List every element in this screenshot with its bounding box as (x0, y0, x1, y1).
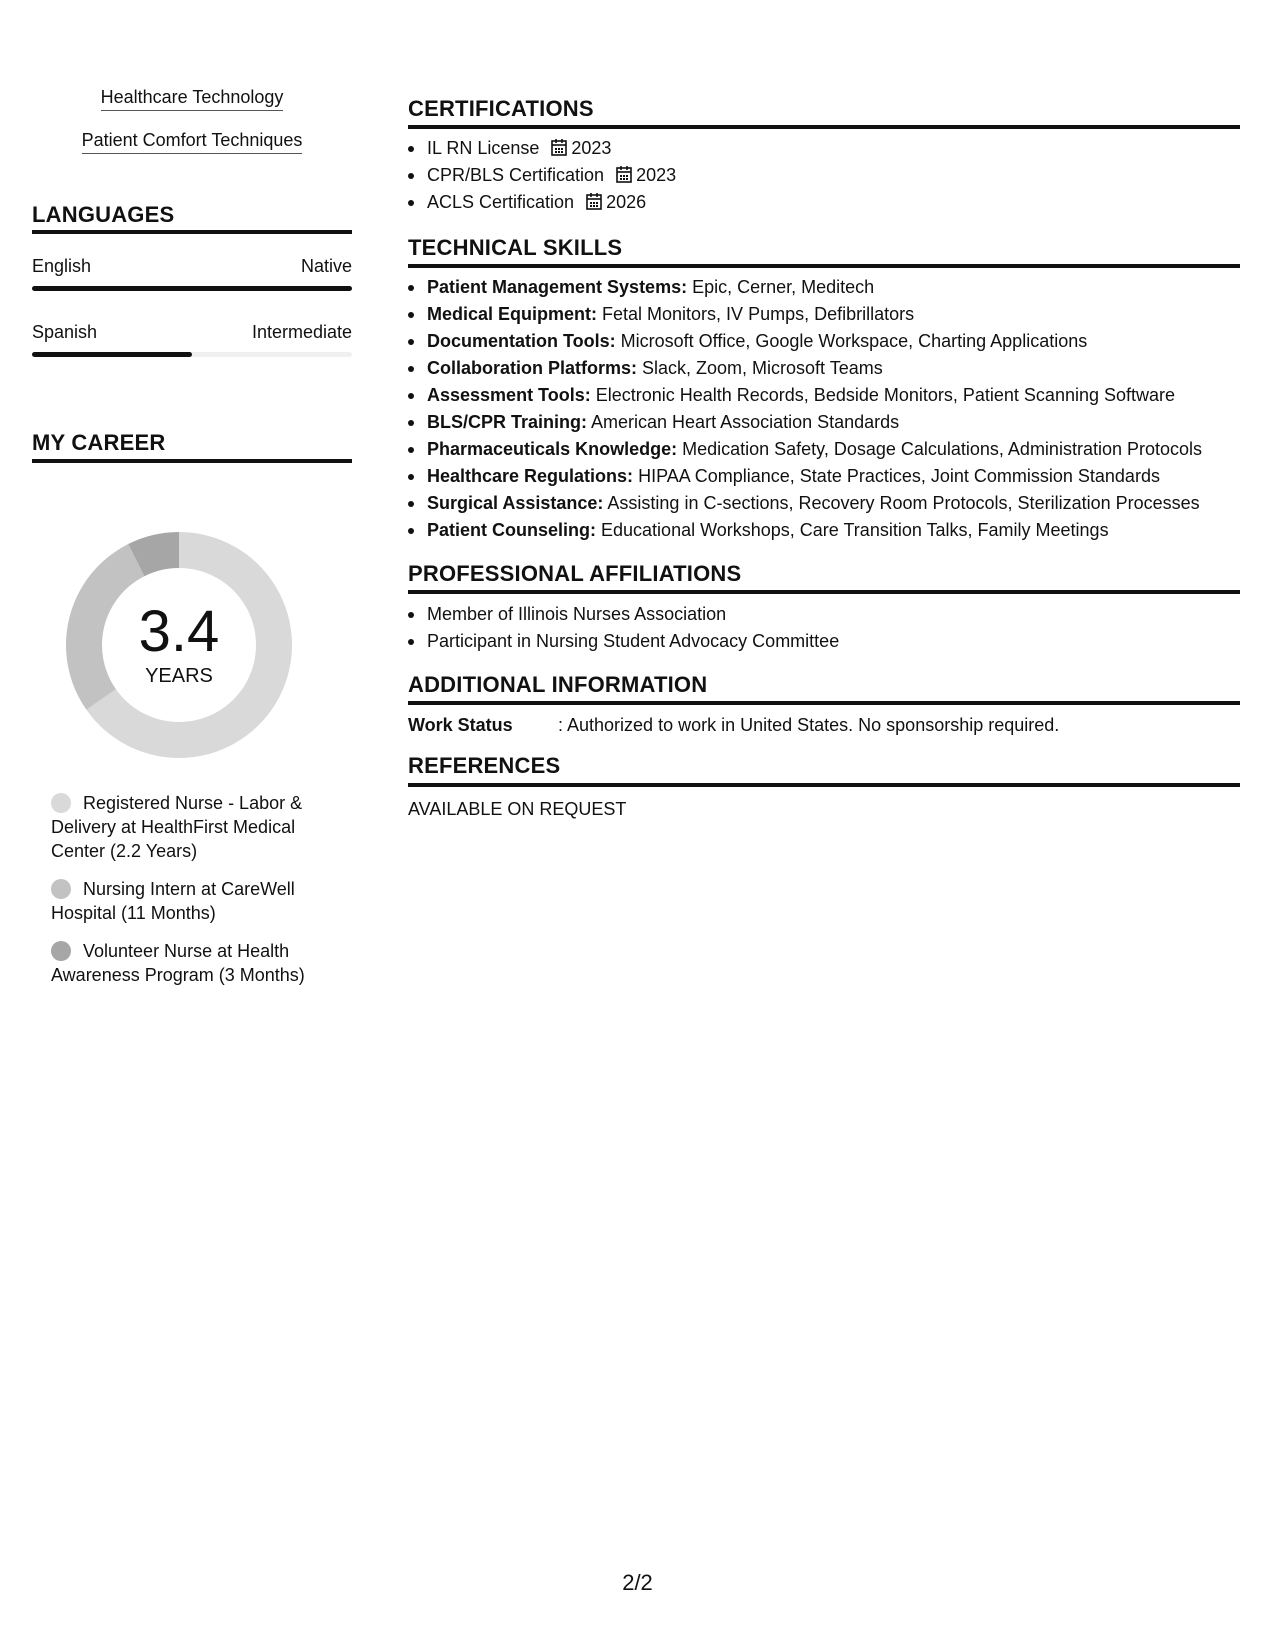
language-bar (32, 352, 352, 357)
language-bar-fill (32, 352, 192, 357)
skill-item (408, 355, 1240, 382)
skill-item (408, 409, 1240, 436)
certification-item (408, 189, 1240, 216)
section-divider (408, 783, 1240, 787)
language-level: Intermediate (251, 322, 352, 342)
language-name: English (32, 256, 92, 276)
skill-values: Medication Safety, Dosage Calculations, Administration Protocols (677, 439, 1203, 459)
skill-category: Assessment Tools: (427, 385, 591, 405)
skill-item (408, 436, 1240, 463)
career-legend-item (51, 939, 351, 987)
affiliation-item: Participant in Nursing Student Advocacy Committee (408, 628, 1240, 655)
skill-category: Patient Management Systems: (427, 277, 688, 297)
certification-name: ACLS Certification (427, 192, 575, 212)
skill-tag (32, 129, 352, 154)
career-title: MY CAREER (32, 430, 166, 455)
work-status-label: Work Status (408, 715, 513, 735)
language-row (32, 321, 352, 343)
skill-category: Patient Counseling: (427, 520, 597, 540)
skill-category: Pharmaceuticals Knowledge: (427, 439, 678, 459)
career-total-years: 3.4 (138, 599, 220, 664)
career-legend-item (51, 791, 351, 863)
skill-tag-label: Patient Comfort Techniques (82, 129, 303, 154)
career-total-unit: YEARS (145, 665, 213, 687)
affiliations-title: PROFESSIONAL AFFILIATIONS (408, 561, 742, 586)
legend-dot (51, 793, 71, 813)
affiliations-list (408, 601, 1240, 655)
legend-dot (51, 879, 71, 899)
skill-item (408, 490, 1240, 517)
skill-item (408, 463, 1240, 490)
skill-values: Assisting in C-sections, Recovery Room Protocols, Sterilization Processes (603, 493, 1200, 513)
section-divider (32, 459, 352, 463)
language-name: Spanish (32, 322, 98, 342)
skill-category: BLS/CPR Training: (427, 412, 588, 432)
technical-skills-list (408, 274, 1240, 544)
page-number: 2/2 (622, 1570, 653, 1595)
certifications-list (408, 135, 1240, 216)
skill-tag (32, 86, 352, 111)
skill-values: American Heart Association Standards (587, 412, 900, 432)
certification-name: IL RN License (427, 138, 540, 158)
technical-skills-title: TECHNICAL SKILLS (408, 235, 623, 260)
skill-values: Fetal Monitors, IV Pumps, Defibrillators (597, 304, 915, 324)
skill-item (408, 274, 1240, 301)
calendar-icon (551, 138, 567, 156)
calendar-icon (616, 165, 632, 183)
language-bar-fill (32, 286, 352, 291)
legend-dot (51, 941, 71, 961)
certification-item (408, 162, 1240, 189)
certification-year: 2023 (636, 165, 677, 185)
skill-values: Electronic Health Records, Bedside Monitors, Patient Scanning Software (590, 385, 1176, 405)
skill-category: Healthcare Regulations: (427, 466, 634, 486)
references-title: REFERENCES (408, 753, 561, 778)
references-text: AVAILABLE ON REQUEST (408, 799, 627, 819)
certifications-title: CERTIFICATIONS (408, 96, 594, 121)
section-divider (408, 701, 1240, 705)
work-status-value: : Authorized to work in United States. No sponsorship required. (558, 715, 1060, 735)
section-divider (408, 125, 1240, 129)
skill-values: Epic, Cerner, Meditech (687, 277, 875, 297)
skill-category: Collaboration Platforms: (427, 358, 638, 378)
affiliation-item: Member of Illinois Nurses Association (408, 601, 1240, 628)
career-legend-item (51, 877, 351, 925)
skill-tag-label: Healthcare Technology (101, 86, 284, 111)
skill-category: Documentation Tools: (427, 331, 616, 351)
skill-values: Microsoft Office, Google Workspace, Charting Applications (615, 331, 1088, 351)
legend-label: Nursing Intern at CareWell Hospital (11 Months) (51, 879, 295, 923)
certification-year: 2023 (571, 138, 612, 158)
language-bar (32, 286, 352, 291)
work-status-row (408, 713, 1240, 737)
certification-year: 2026 (606, 192, 647, 212)
legend-label: Volunteer Nurse at Health Awareness Program (3 Months) (51, 941, 305, 985)
language-level: Native (300, 256, 352, 276)
certification-item (408, 135, 1240, 162)
section-divider (408, 264, 1240, 268)
certification-name: CPR/BLS Certification (427, 165, 605, 185)
skill-item (408, 301, 1240, 328)
languages-title: LANGUAGES (32, 202, 175, 227)
skill-category: Surgical Assistance: (427, 493, 604, 513)
language-row (32, 255, 352, 277)
skill-values: Slack, Zoom, Microsoft Teams (637, 358, 883, 378)
calendar-icon (586, 192, 602, 210)
skill-item (408, 382, 1240, 409)
section-divider (408, 590, 1240, 594)
section-divider (32, 230, 352, 234)
legend-label: Registered Nurse - Labor & Delivery at HealthFirst Medical Center (2.2 Years) (51, 793, 303, 861)
skill-category: Medical Equipment: (427, 304, 598, 324)
skill-item (408, 328, 1240, 355)
skill-values: HIPAA Compliance, State Practices, Joint Commission Standards (633, 466, 1160, 486)
additional-info-title: ADDITIONAL INFORMATION (408, 672, 708, 697)
skill-values: Educational Workshops, Care Transition Talks, Family Meetings (596, 520, 1109, 540)
skill-item (408, 517, 1240, 544)
